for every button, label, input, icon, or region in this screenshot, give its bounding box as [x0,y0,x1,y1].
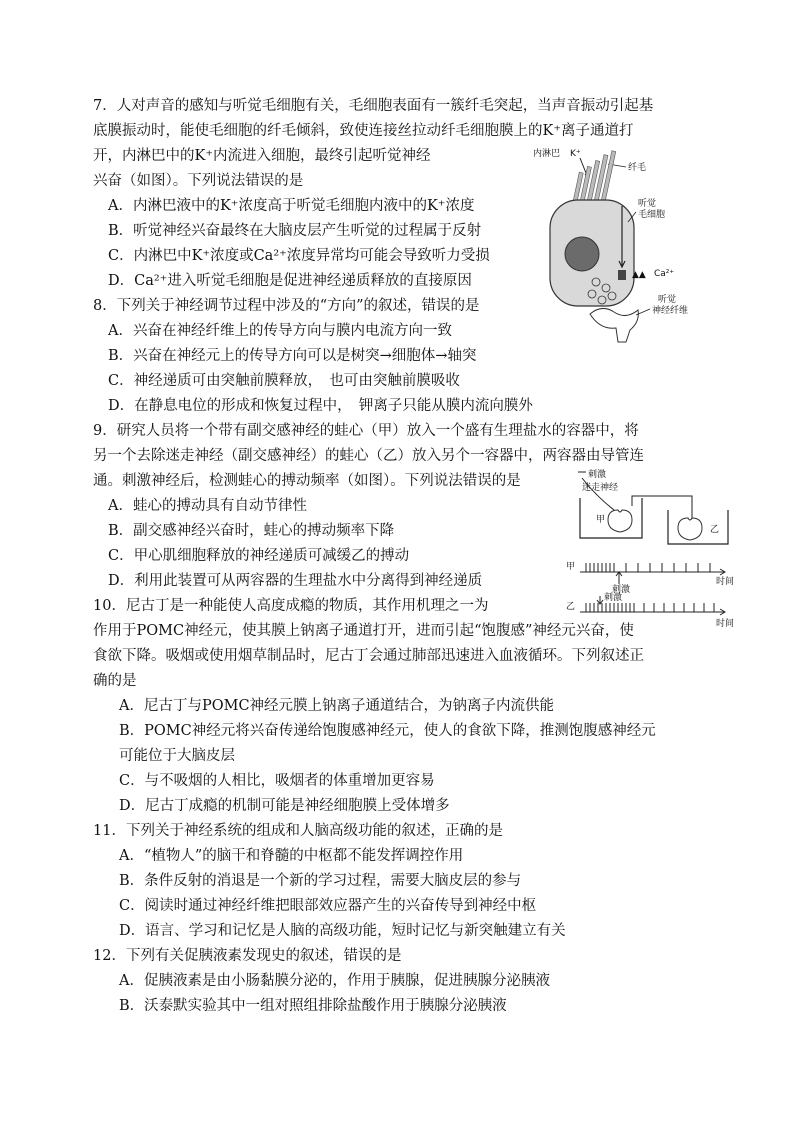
q9-option-b: B．副交感神经兴奋时，蛙心的搏动频率下降 [108,523,395,539]
nerve-fiber-terminal [590,308,638,342]
vagus-label: 迷走神经 [582,483,619,493]
q10-option-d: D．尼古丁成瘾的机制可能是神经细胞膜上受体增多 [119,798,450,814]
q10-option-b-continued: 可能位于大脑皮层 [119,748,235,764]
q11-option-a: A．“植物人”的脑干和脊髓的中枢都不能发挥调控作用 [119,848,464,864]
frog-heart-b [678,518,702,540]
nerve-fiber-label-1: 听觉 [658,295,677,305]
frog-heart-apparatus [572,466,744,550]
calcium-channel [618,270,626,280]
q9-stem-line-3: 通。刺激神经后，检测蛙心的搏动频率（如图）。下列说法错误的是 [93,473,521,489]
q10-option-a: A．尼古丁与POMC神经元膜上钠离子通道结合，为钠离子内流供能 [119,698,555,714]
k-ion-label: K⁺ [570,149,581,159]
q12-option-b: B．沃泰默实验其中一组对照组排除盐酸作用于胰腺分泌胰液 [119,998,507,1014]
hair-cell-diagram [530,142,705,347]
heart-b-label: 乙 [710,525,720,535]
connecting-tube [632,496,692,518]
q10-stem-line-2: 作用于POMC神经元，使其膜上钠离子通道打开，进而引起“饱腹感”神经元兴奋，使 [93,623,634,639]
record-b-stimulus-label: 刺激 [604,593,623,603]
q10-stem-line-1: 10．尼古丁是一种能使人高度成瘾的物质，其作用机理之一为 [93,598,489,614]
record-a-beats [586,563,710,572]
q9-option-d: D．利用此装置可从两容器的生理盐水中分离得到神经递质 [108,573,483,589]
q7-stem-line-4: 兴奋（如图）。下列说法错误的是 [93,173,304,189]
record-a-time-label: 时间 [716,577,735,587]
ca-ion-symbols: ▲▲ [632,270,646,280]
q8-option-d: D．在静息电位的形成和恢复过程中， 钾离子只能从膜内流向膜外 [108,398,533,414]
q11-option-d: D．语言、学习和记忆是人脑的高级功能，短时记忆与新突触建立有关 [119,923,566,939]
stimulus-label-top: 刺激 [588,470,607,480]
record-b-label: 乙 [566,602,576,612]
q7-option-c: C．内淋巴中K⁺浓度或Ca²⁺浓度异常均可能会导致听力受损 [108,248,490,264]
q11-option-c: C．阅读时通过神经纤维把眼部效应器产生的兴奋传导到神经中枢 [119,898,537,914]
q7-stem-line-3: 开，内淋巴中的K⁺内流进入细胞，最终引起听觉神经 [93,148,431,164]
hair-cell-label-2: 毛细胞 [638,210,666,220]
q8-option-a: A．兴奋在神经纤维上的传导方向与膜内电流方向一致 [108,323,452,339]
record-b-time-label: 时间 [716,619,735,629]
ca-ion-label: Ca²⁺ [654,269,675,279]
q11-stem: 11．下列关于神经系统的组成和人脑高级功能的叙述，正确的是 [93,823,503,839]
q8-option-b: B．兴奋在神经元上的传导方向可以是树突→细胞体→轴突 [108,348,477,364]
q8-option-c: C．神经递质可由突触前膜释放， 也可由突触前膜吸收 [108,373,460,389]
q9-option-a: A．蛙心的搏动具有自动节律性 [108,498,307,514]
record-a-label: 甲 [566,562,576,572]
nerve-fiber-label-2: 神经纤维 [652,306,689,316]
q7-option-b: B．听觉神经兴奋最终在大脑皮层产生听觉的过程属于反射 [108,223,482,239]
record-b-beats [586,603,714,612]
q9-option-c: C．甲心肌细胞释放的神经递质可减缓乙的搏动 [108,548,410,564]
q10-stem-line-4: 确的是 [93,673,137,689]
q8-stem: 8．下列关于神经调节过程中涉及的“方向”的叙述，错误的是 [93,298,480,314]
q12-option-a: A．促胰液素是由小肠黏膜分泌的，作用于胰腺，促进胰腺分泌胰液 [119,973,550,989]
q7-option-d: D．Ca²⁺进入听觉毛细胞是促进神经递质释放的直接原因 [108,273,472,289]
q9-stem-line-1: 9．研究人员将一个带有副交感神经的蛙心（甲）放入一个盛有生理盐水的容器中，将 [93,423,639,439]
q10-option-c: C．与不吸烟的人相比，吸烟者的体重增加更容易 [119,773,435,789]
q7-option-a: A．内淋巴液中的K⁺浓度高于听觉毛细胞内液中的K⁺浓度 [108,198,475,214]
nucleus [565,237,599,271]
q10-option-b: B．POMC神经元将兴奋传递给饱腹感神经元，使人的食欲下降，推测饱腹感神经元 [119,723,656,739]
frog-heart-a [608,510,632,532]
cilia-label: 纤毛 [628,163,647,173]
record-a-stimulus-label: 刺激 [612,585,631,595]
hair-cell-label-1: 听觉 [638,199,657,209]
q10-stem-line-3: 食欲下降。吸烟或使用烟草制品时，尼古丁会通过肺部迅速进入血液循环。下列叙述正 [93,648,644,664]
q9-stem-line-2: 另一个去除迷走神经（副交感神经）的蛙心（乙）放入另个一容器中，两容器由导管连 [93,448,644,464]
q7-stem-line-1: 7．人对声音的感知与听觉毛细胞有关，毛细胞表面有一簇纤毛突起，当声音振动引起基 [93,98,654,114]
q12-stem: 12．下列有关促胰液素发现史的叙述，错误的是 [93,948,402,964]
heart-a-label: 甲 [596,515,606,525]
endolymph-label: 内淋巴 [533,149,561,159]
q11-option-b: B．条件反射的消退是一个新的学习过程，需要大脑皮层的参与 [119,873,522,889]
q7-stem-line-2: 底膜振动时，能使毛细胞的纤毛倾斜，致使连接丝拉动纤毛细胞膜上的K⁺离子通道打 [93,123,634,139]
